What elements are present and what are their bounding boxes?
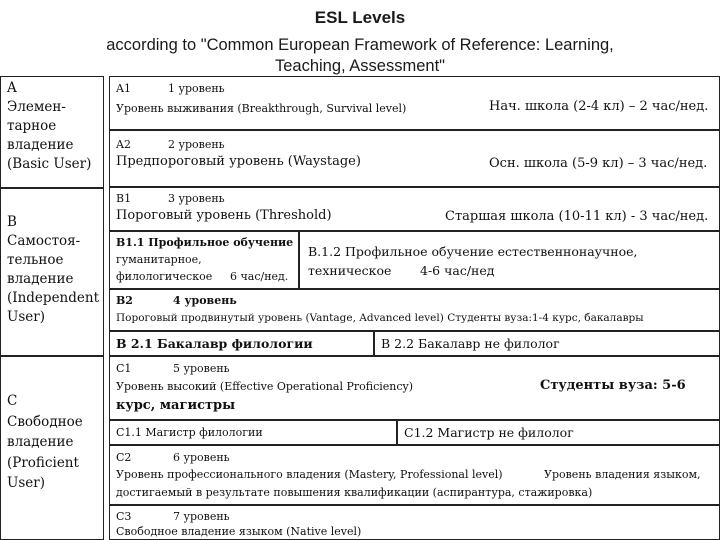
level-a-cell — [0, 76, 104, 188]
level-a-line: владение — [7, 137, 74, 153]
level-a-line: тарное — [7, 118, 57, 134]
c1-code: C1 — [116, 362, 132, 375]
c2-line2: достигаемый в результате повышения квалификации (аспирантура, стажировка) — [116, 486, 593, 499]
b2-tier: 4 уровень — [173, 294, 237, 307]
level-c-line: C — [7, 393, 18, 409]
level-c-line: Свободное — [7, 413, 83, 430]
b11-hours: 6 час/нед. — [230, 270, 289, 283]
b12-line2: техническое — [308, 263, 392, 278]
page-subtitle-line2: Teaching, Assessment" — [274, 57, 446, 75]
level-b-line: Самостоя- — [7, 233, 81, 249]
b11-title: B1.1 Профильное обучение — [116, 236, 294, 249]
b1-tier: 3 уровень — [168, 192, 225, 205]
c2-extra: Уровень владения языком, — [544, 468, 701, 481]
level-b-line: владение — [7, 271, 74, 287]
c2-code: C2 — [116, 451, 132, 464]
b12-cell — [299, 231, 720, 289]
c3-tier: 7 уровень — [173, 510, 230, 523]
level-c-line: User) — [7, 475, 46, 491]
a2-code: A2 — [116, 138, 131, 151]
c3-code: C3 — [116, 510, 132, 523]
b1-code: B1 — [116, 192, 132, 205]
level-b-line: B — [7, 214, 17, 230]
page-title: ESL Levels — [314, 8, 406, 27]
page-subtitle-line1: according to "Common European Framework of Reference: Learning, — [106, 36, 614, 54]
c3-description: Свободное владение языком (Native level) — [116, 525, 362, 538]
level-b-cell — [0, 188, 104, 356]
level-c-line: (Proficient — [7, 454, 79, 471]
c1-students: Студенты вуза: 5-6 — [540, 378, 686, 393]
c1-tier: 5 уровень — [173, 362, 230, 375]
b1-description: Пороговый уровень (Threshold) — [116, 208, 332, 223]
level-c-line: владение — [7, 434, 74, 450]
level-a-line: Элемен- — [7, 99, 66, 115]
level-b-line: (Independent — [7, 290, 100, 306]
a1-school: Нач. школа (2-4 кл) – 2 час/нед. — [489, 99, 709, 114]
c2-description: Уровень профессионального владения (Mastery, Professional level) — [116, 468, 503, 481]
b12-title: B.1.2 Профильное обучение естественнонаучное, — [308, 244, 638, 259]
level-b-line: User) — [7, 309, 46, 325]
b1-school: Старшая школа (10-11 кл) - 3 час/нед. — [445, 209, 709, 224]
b21-label: B 2.1 Бакалавр филологии — [116, 336, 313, 351]
c1-courses: курс, магистры — [116, 398, 236, 413]
a2-tier: 2 уровень — [168, 138, 225, 151]
a1-tier: 1 уровень — [168, 82, 225, 95]
a2-school: Осн. школа (5-9 кл) – 3 час/нед. — [489, 156, 708, 171]
b2-code: B2 — [116, 294, 133, 307]
a1-code: A1 — [116, 82, 131, 95]
c2-tier: 6 уровень — [173, 451, 230, 464]
c12-label: C1.2 Магистр не филолог — [404, 425, 574, 440]
a2-description: Предпороговый уровень (Waystage) — [116, 154, 361, 169]
b12-hours: 4-6 час/нед — [420, 263, 495, 278]
b2-description: Пороговый продвинутый уровень (Vantage, Advanced level) Студенты вуза:1-4 курс, бакалавры — [116, 312, 644, 324]
b22-label: B 2.2 Бакалавр не филолог — [381, 336, 560, 351]
b11-line2: гуманитарное, — [116, 253, 202, 266]
a1-description: Уровень выживания (Breakthrough, Survival level) — [116, 102, 407, 115]
b11-line3: филологическое — [116, 270, 213, 283]
c11-label: C1.1 Магистр филологии — [116, 426, 263, 439]
level-a-line: A — [7, 80, 17, 96]
level-b-line: тельное — [7, 252, 64, 268]
level-a-line: (Basic User) — [7, 156, 92, 172]
level-c-cell — [0, 356, 104, 540]
c1-description: Уровень высокий (Effective Operational Proficiency) — [116, 380, 414, 393]
